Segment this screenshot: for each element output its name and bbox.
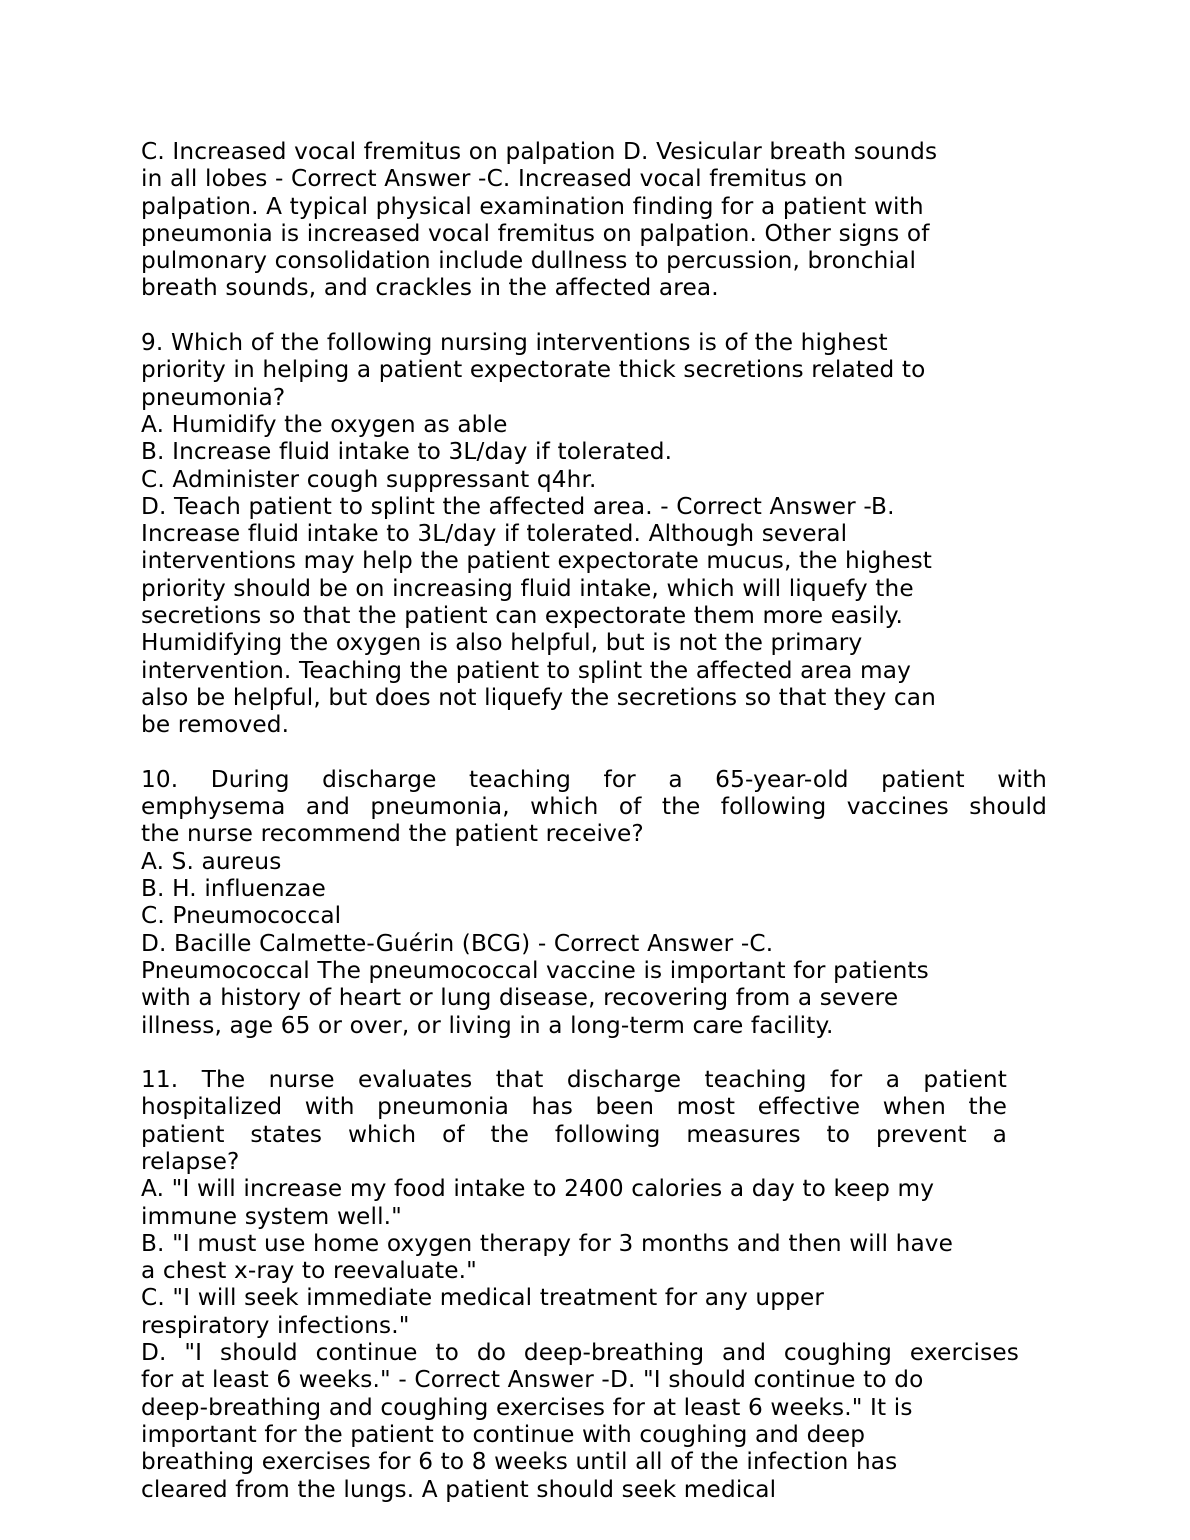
answer-text-line: D. Teach patient to splint the affected area. - Correct Answer -B. (141, 492, 895, 520)
option-b: a chest x-ray to reevaluate." (141, 1257, 477, 1285)
answer-text-line: important for the patient to continue with coughing and deep (141, 1420, 866, 1448)
paragraph-gap (141, 739, 1047, 766)
text-line: breath sounds, and crackles in the affected area. (141, 274, 719, 302)
option-c: respiratory infections." (141, 1311, 410, 1339)
answer-text-line: for at least 6 weeks." - Correct Answer -D. "I should continue to do (141, 1366, 924, 1394)
option-b: B. H. influenzae (141, 875, 326, 903)
answer-text-line: also be helpful, but does not liquefy the secretions so that they can (141, 683, 936, 711)
question-text-line: 9. Which of the following nursing interventions is of the highest (141, 329, 888, 357)
answer-text-line: Humidifying the oxygen is also helpful, but is not the primary (141, 629, 863, 657)
option-b: B. Increase fluid intake to 3L/day if tolerated. (141, 438, 673, 466)
option-a: A. Humidify the oxygen as able (141, 410, 508, 438)
answer-text-line: secretions so that the patient can expectorate them more easily. (141, 602, 904, 630)
question-text-line: patient states which of the following measures to prevent a (141, 1120, 1007, 1148)
option-c: C. Pneumococcal (141, 902, 342, 930)
question-10 (141, 766, 1047, 1039)
question-11 (141, 1066, 1047, 1503)
question-text-line: the nurse recommend the patient receive? (141, 820, 644, 848)
answer-text-line: breathing exercises for 6 to 8 weeks until all of the infection has (141, 1448, 898, 1476)
answer-text-line: D. "I should continue to do deep-breathing and coughing exercises (141, 1339, 1019, 1367)
question-text-line: emphysema and pneumonia, which of the following vaccines should (141, 793, 1047, 821)
answer-text-line: deep-breathing and coughing exercises for at least 6 weeks." It is (141, 1393, 913, 1421)
answer-text-line: cleared from the lungs. A patient should seek medical (141, 1475, 777, 1503)
question-text-line: 11. The nurse evaluates that discharge teaching for a patient (141, 1066, 1007, 1094)
option-a: immune system well." (141, 1202, 402, 1230)
answer-text-line: priority should be on increasing fluid intake, which will liquefy the (141, 574, 914, 602)
answer-text-line: interventions may help the patient expectorate mucus, the highest (141, 547, 933, 575)
question-text-line: hospitalized with pneumonia has been most effective when the (141, 1093, 1007, 1121)
question-text-line: pneumonia? (141, 383, 286, 411)
paragraph-gap (141, 302, 1047, 329)
question-8-tail (141, 138, 1047, 302)
answer-text-line: Pneumococcal The pneumococcal vaccine is important for patients (141, 956, 929, 984)
text-line: C. Increased vocal fremitus on palpation D. Vesicular breath sounds (141, 138, 938, 165)
answer-text-line: be removed. (141, 711, 290, 739)
text-line: palpation. A typical physical examination finding for a patient with (141, 192, 924, 220)
question-9 (141, 329, 1047, 738)
option-b: B. "I must use home oxygen therapy for 3 months and then will have (141, 1229, 954, 1257)
text-line: in all lobes - Correct Answer -C. Increased vocal fremitus on (141, 165, 844, 193)
document-page (141, 138, 1047, 1503)
answer-text-line: D. Bacille Calmette-Guérin (BCG) - Correct Answer -C. (141, 929, 774, 957)
option-c: C. Administer cough suppressant q4hr. (141, 465, 597, 493)
paragraph-gap (141, 1039, 1047, 1066)
answer-text-line: Increase fluid intake to 3L/day if tolerated. Although several (141, 520, 848, 548)
text-line: pneumonia is increased vocal fremitus on palpation. Other signs of (141, 219, 930, 247)
answer-text-line: with a history of heart or lung disease, recovering from a severe (141, 984, 899, 1012)
option-a: A. "I will increase my food intake to 2400 calories a day to keep my (141, 1175, 935, 1203)
option-c: C. "I will seek immediate medical treatment for any upper (141, 1284, 825, 1312)
answer-text-line: intervention. Teaching the patient to splint the affected area may (141, 656, 911, 684)
option-a: A. S. aureus (141, 847, 282, 875)
question-text-line: priority in helping a patient expectorate thick secretions related to (141, 356, 926, 384)
text-line: pulmonary consolidation include dullness to percussion, bronchial (141, 247, 917, 275)
answer-text-line: illness, age 65 or over, or living in a long-term care facility. (141, 1011, 834, 1039)
question-text-line: 10. During discharge teaching for a 65-year-old patient with (141, 765, 1047, 793)
question-text-line: relapse? (141, 1147, 240, 1175)
